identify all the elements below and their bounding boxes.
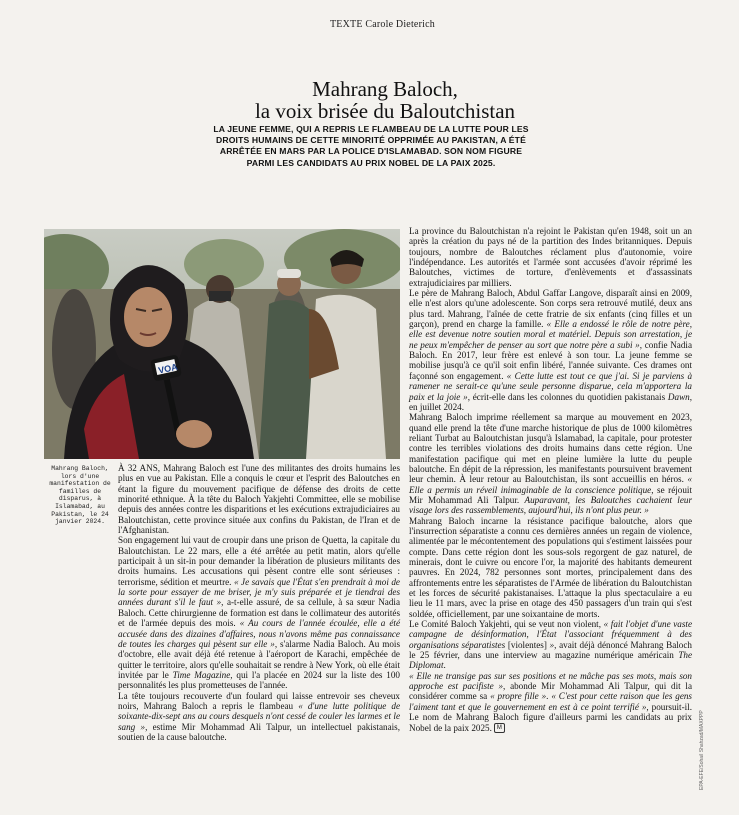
text-run: , estime Mir Mohammad Ali Talpur, un intellectuel pakistanais, soutien de la cause baloutche. [118,721,400,742]
text-run: . [443,660,446,671]
text-run: , s'alarme Nadia Baloch. Au mois d'octobre, elle avait déjà été retenue à l'aéroport de Karachi, empêchée de quitter le territoire, alors qu'elle souhaitait se rendre à New York, où elle était invitée par le [118,638,401,680]
quote-run: » [549,639,555,650]
article-column-1 [118,463,400,742]
text-run: , en juillet 2024. [409,391,693,412]
quote-run: « Je savais que l'État s'en prendrait à moi de la sorte pour essayer de me briser, je m'y suis préparée et je tiendrai des années durant s'il le faut » [118,576,400,608]
text-run: Son engagement lui vaut de croupir dans une prison de Quetta, la capitale du Baloutchistan. Le 22 mars, elle a été arrêtée au petit matin, alors qu'elle participait à un sit-in pour demander la libération de plusieurs militants des droits humains. Les accusations qui pèsent contre elle sont sérieuses : terrorisme, sédition et meurtre. [118,535,400,587]
protest-photo-illustration [44,229,400,459]
text-run: Mahrang Baloch incarne la résistance pacifique baloutche, alors que l'insurrection séparatiste a connu ces dernières années un regain de violence, alimentée par le mécontentement des populations qui s'estiment laissées pour compte. Dans cette région dont les sous-sols regorgent de gaz naturel, de minerais, dont le cuivre ou encore l'or, la majorité des habitants demeurent pauvres. En 2024, 782 personnes sont mortes, principalement dans des affrontements entre les séparatistes de l'Armée de libération du Baloutchistan et les forces de sécurité pakistanaises. L'attaque la plus spectaculaire a eu lieu le 11 mars, avec la prise en otage des 450 passagers d'un train qui s'est soldée, officiellement, par une soixantaine de morts. [409,515,692,619]
text-run: , confie Nadia Baloch. En 2017, leur frère est enlevé à son tour. La jeune femme se mobilise jusqu'à ce qu'il soit enfin libéré, l'année suivante. Ces drames ont façonné son engagement. [409,339,693,381]
standfirst: LA JEUNE FEMME, QUI A REPRIS LE FLAMBEAU DE LA LUTTE POUR LES DROITS HUMAINS DE CETTE MINORITÉ OPPRIMÉE AU PAKISTAN, A ÉTÉ ARRÊTÉE EN MARS PAR LA POLICE D'ISLAMABAD. SON NOM FIGURE PARMI LES CANDIDATS AU PRIX NOBEL DE LA PAIX 2025. [213,124,529,168]
paragraph [409,412,692,515]
text-run: , se réjouit Mir Mohammad Ali Talpur. [409,484,693,505]
quote-run: « propre fille » [490,691,547,702]
paragraph [409,288,692,412]
quote-run: Dawn [667,391,690,402]
quote-run: « Au cours de l'année écoulée, elle a été accusée dans des dizaines d'affaires, nous n'avons même pas connaissance de toutes les charges qui pèsent sur elle » [118,618,400,649]
quote-run: « C'est pour cette raison que les gens l'aiment tant et que le gouvernement en est à ce point terrifié » [409,691,692,712]
quote-run: « fait l'objet d'une vaste campagne de désinformation, l'État l'associant fréquemment à des organisations séparatistes [409,619,692,650]
quote-run: Auparavant, les Baloutches cachaient leur visage lors des rassemblements, aujourd'hui, ils n'ont plus peur. » [409,494,692,516]
text-run: , qui l'a placée en 2024 sur la liste des 100 personnalités les plus prometteuses de l'année. [118,669,400,691]
quote-run: « d'une lutte politique de soixante-dix-sept ans au cours desquels n'ont cessé de couler les larmes et le sang » [118,700,400,732]
text-run: , avait déjà dénoncé Mahrang Baloch le 25 février, dans une interview au magazine numérique américain [409,639,692,661]
quote-run: Time Magazine [172,669,231,680]
paragraph [409,226,692,288]
text-run: , abonde Mir Mohammad Ali Talpur, qui dit la considérer comme sa [409,681,692,702]
text-run: . [546,691,552,702]
paragraph [118,463,400,535]
headline-line-1: Mahrang Baloch, [312,77,458,101]
quote-run: « Elle ne transige pas sur ses positions et ne mâche pas ses mots, mais son approche est pacifiste » [409,670,692,692]
text-run: , poursuit-il. Le nom de Mahrang Baloch figure d'ailleurs parmi les candidats au prix Nobel de la paix 2025. [409,701,692,733]
end-of-article-icon: M [494,723,505,733]
text-run: Le père de Mahrang Baloch, Abdul Gaffar Langove, disparaît ainsi en 2009, elle n'est alors qu'une adolescente. Son corps sera retrouvé mutilé, deux ans plus tard. Mahrang, l'aînée de cette fratrie de six enfants (cinq filles et un garçon), prend en charge la famille. [409,288,692,330]
text-run: La tête toujours recouverte d'un foulard qui laisse entrevoir ses cheveux noirs, Mahrang Baloch a repris le flambeau [118,690,400,711]
byline: TEXTE Carole Dieterich [330,19,435,30]
paragraph [409,671,692,734]
microphone-logo: VOA [157,361,179,376]
paragraph [118,535,400,690]
quote-run: The Diplomat [409,650,692,671]
text-run: Le Comité Baloch Yakjehti, qui se veut non violent, [409,619,604,630]
headline [190,78,580,122]
text-run: À 32 ANS, Mahrang Baloch est l'une des militantes des droits humains les plus en vue au Pakistan. Elle a conquis le cœur et l'esprit des Baloutches en étant la figure du mouvement pacifique de défense des droits de cette minorité ethnique. À la tête du Baloch Yakjehti Committee, elle se mobilise depuis des années contre les disparitions et les exécutions extrajudiciaires au Baloutchistan, cette province située aux confins du Pakistan, de l'Iran et de l'Afghanistan. [118,463,400,536]
quote-run: « Cette lutte est tout ce que j'ai. Si je parviens à ramener ne serait-ce qu'une seule personne disparue, cela m'apportera la paix et la joie » [409,370,693,402]
article-column-2 [409,226,692,733]
text-run: , a-t-elle assuré, de sa cellule, à sa sœur Nadia Baloch. Cette chirurgienne de formation est dans le collimateur des autorités et de l'armée depuis des mois. [118,597,400,629]
photo-caption: Mahrang Baloch, lors d'une manifestation de familles de disparus, à Islamabad, au Pakistan, le 24 janvier 2024. [49,465,111,526]
quote-run: « Elle a permis un réveil inimaginable de la conscience politique [409,474,692,495]
paragraph [118,691,400,743]
text-run: La province du Baloutchistan n'a rejoint le Pakistan qu'en 1948, soit un an après la création du pays né de la partition des Indes britanniques. Depuis toujours, nombre de Baloutches réclament plus d'autonomie, voire l'indépendance. Les autorités et l'armée sont accusées d'avoir réprimé les Baloutches, victimes de torture, d'enlèvements et d'assassinats extrajudiciaires par milliers. [409,226,692,288]
quote-run: « Elle a endossé le rôle de notre père, elle est devenue notre soutien moral et matériel. Depuis son arrestation, je ne peux m'empêcher de penser au sort que notre père a subi » [409,319,692,350]
text-run: [violentes] [505,639,550,650]
paragraph [409,619,692,671]
text-run: , écrit-elle dans les colonnes du quotidien pakistanais [467,391,668,402]
text-run: Mahrang Baloch imprime réellement sa marque au mouvement en 2023, quand elle prend la tête d'une marche historique de plus de 1000 kilomètres reliant Turbat au Baloutchistan jusqu'à Islamabad, la capitale, pour protester contre les terribles violations des droits humains dans cette région. Une manifestation pacifique qui met en pleine lumière la lutte du peuple baloutche. En dépit de la répression, les manifestants poursuivent bravement leur chemin. À leur retour au Baloutchistan, ils sont accueillis en héros. [409,412,692,485]
paragraph [409,516,692,619]
article-photo [44,229,400,459]
headline-line-2: la voix brisée du Baloutchistan [254,99,516,123]
photo-credit: EPA-EFE/Sohail Shahzad/MAXPPP [699,710,705,790]
